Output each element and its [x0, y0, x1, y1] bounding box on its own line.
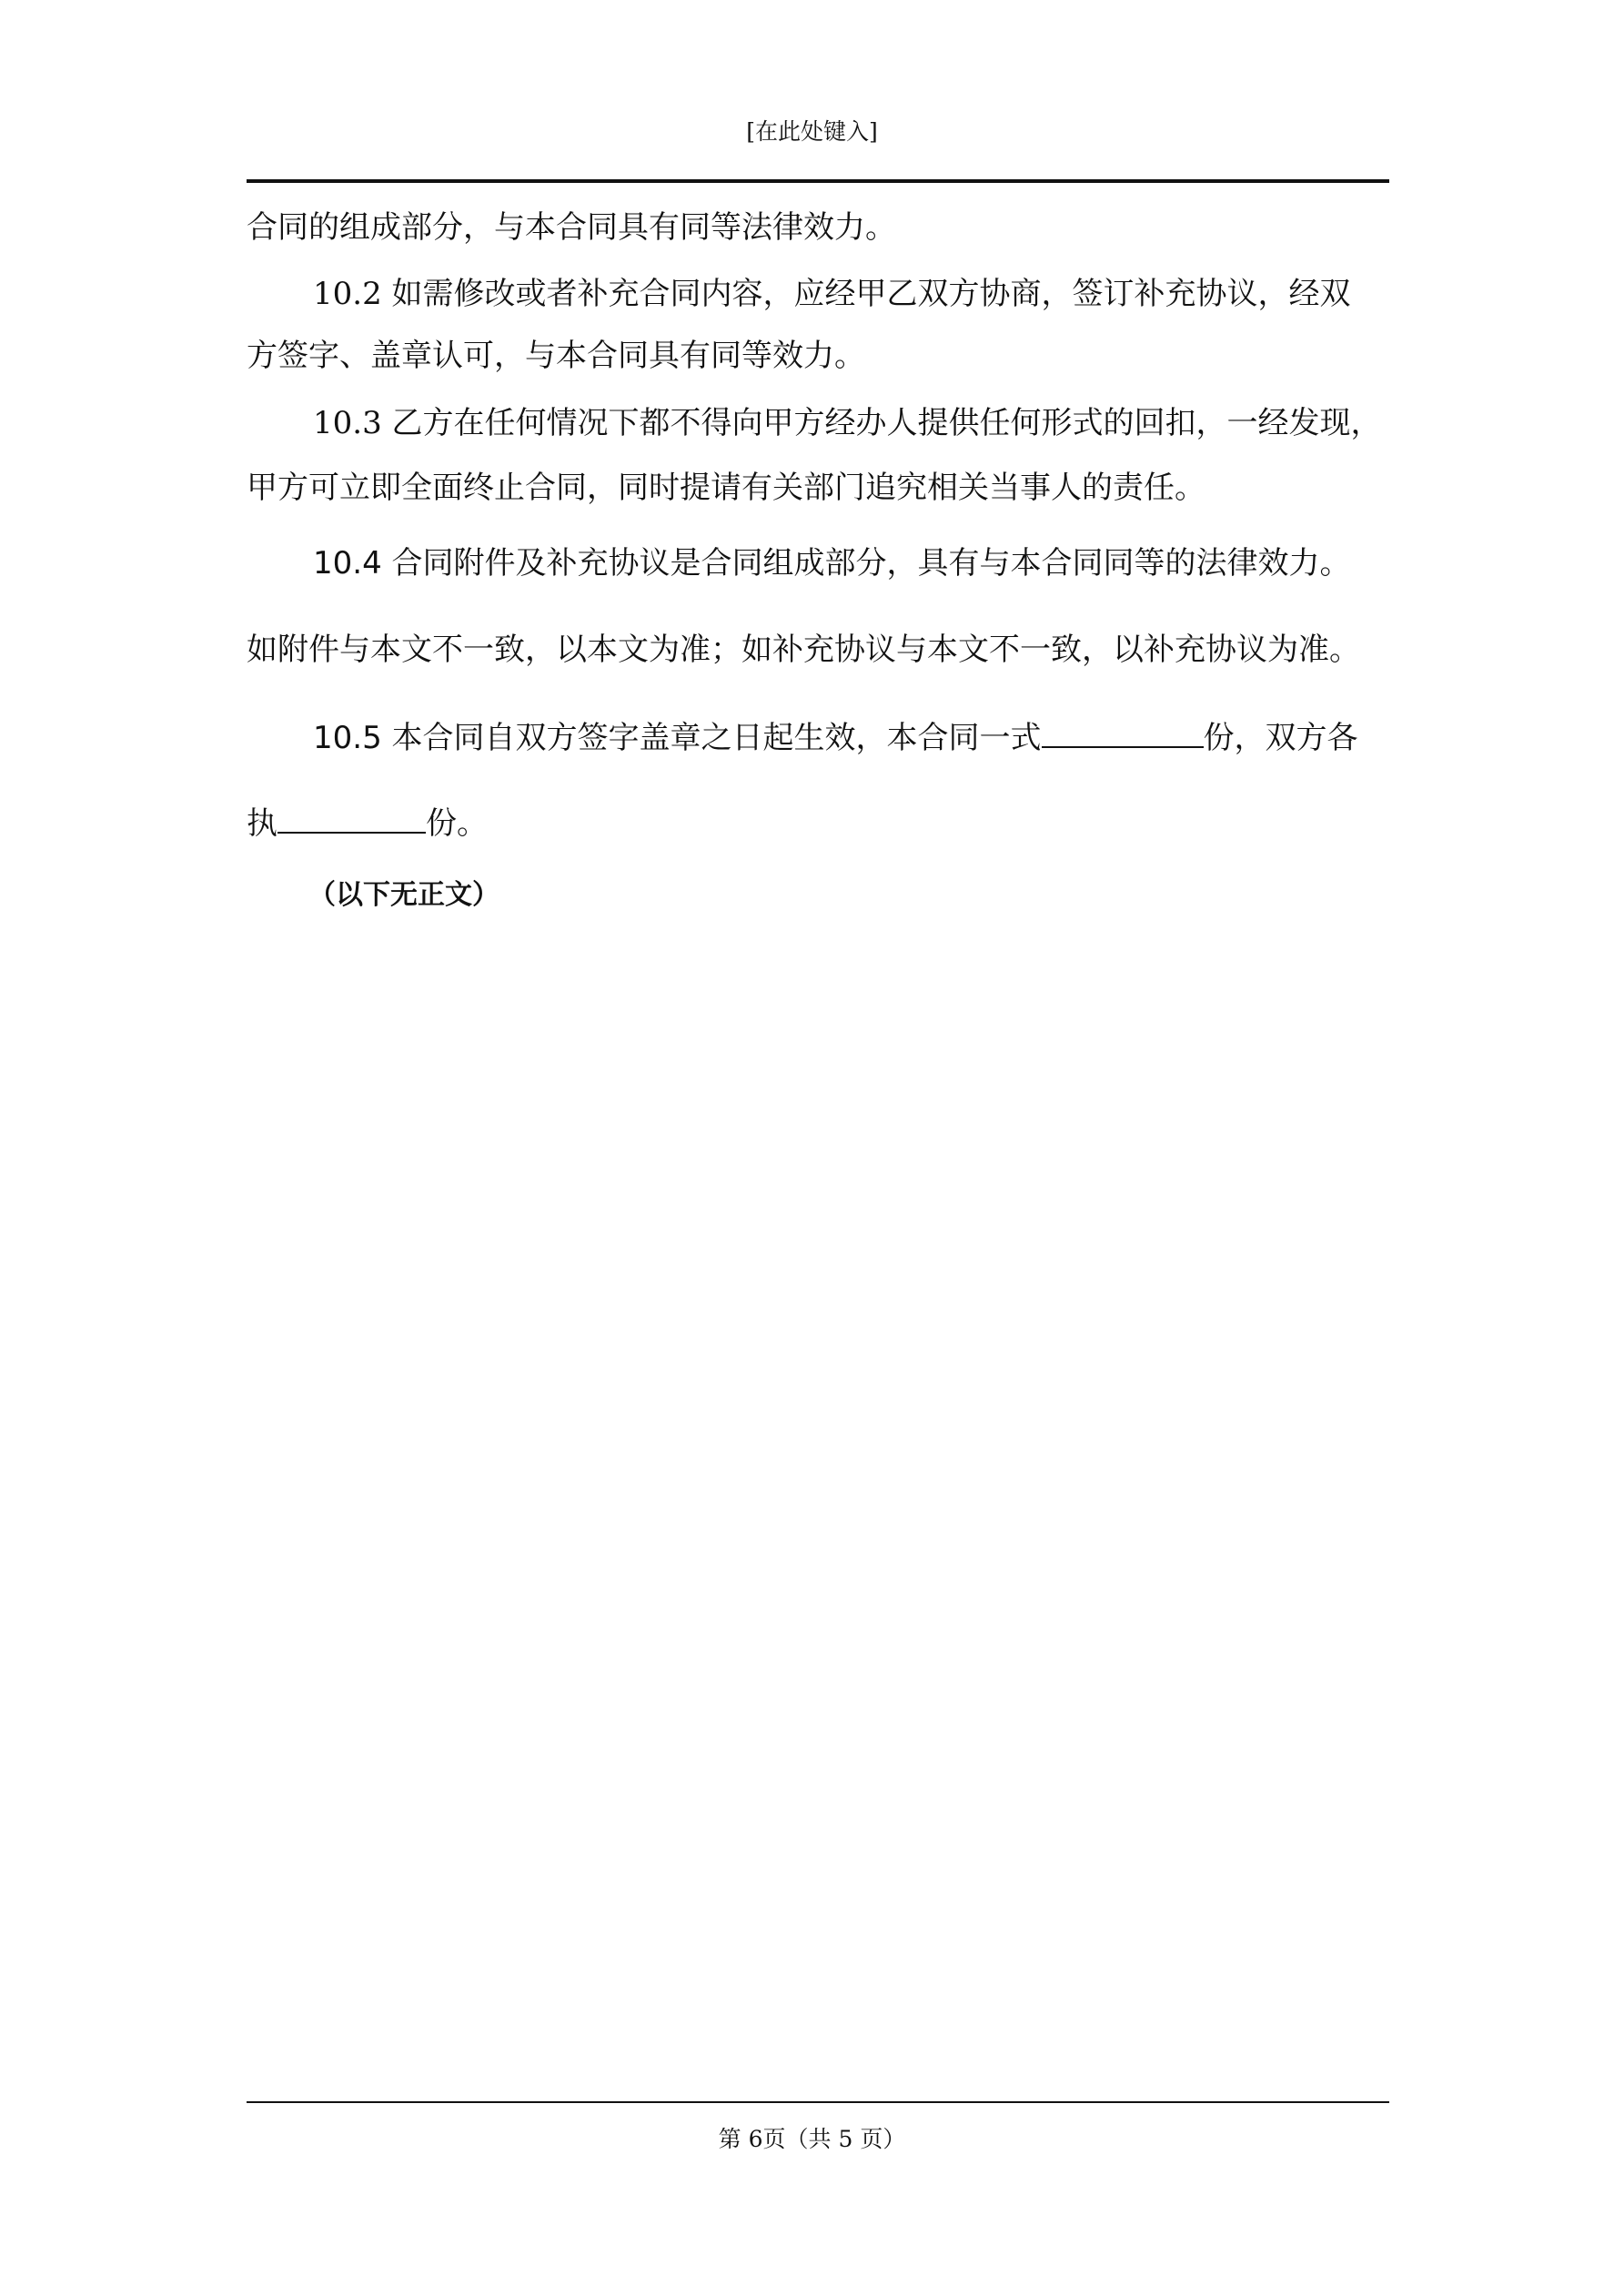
clause-10-5-text-after-blank: 份，双方各: [1203, 720, 1358, 756]
clause-10-5-line-2-text-after-blank: 份。: [426, 805, 488, 842]
clause-10-3-line-2: 甲方可立即全面终止合同，同时提请有关部门追究相关当事人的责任。: [247, 470, 1205, 506]
copies-each-blank[interactable]: [277, 801, 426, 834]
copies-total-blank[interactable]: [1042, 715, 1204, 748]
end-of-text-note: （以下无正文）: [308, 879, 499, 911]
page-footer: 第 6页（共 5 页）: [718, 2126, 906, 2152]
clause-10-3-line-1: 10.3 乙方在任何情况下都不得向甲方经办人提供任何形式的回扣，一经发现，: [313, 405, 1382, 441]
clause-10-4-line-1: 10.4 合同附件及补充协议是合同组成部分，具有与本合同同等的法律效力。: [313, 545, 1351, 582]
header-rule: [247, 179, 1389, 183]
body-line-continuation: 合同的组成部分，与本合同具有同等法律效力。: [247, 209, 896, 246]
clause-10-5-line-2-text-before-blank: 执: [247, 805, 277, 842]
clause-10-2-line-2: 方签字、盖章认可，与本合同具有同等效力。: [247, 338, 865, 374]
clause-10-5-line-2: [247, 801, 1389, 844]
clause-10-5-line-1: [247, 715, 1389, 758]
page-header: [在此处键入]: [746, 118, 878, 145]
clause-10-2-line-1: 10.2 如需修改或者补充合同内容，应经甲乙双方协商，签订补充协议，经双: [313, 276, 1351, 312]
footer-rule: [247, 2101, 1389, 2103]
clause-10-4-line-2: 如附件与本文不一致，以本文为准；如补充协议与本文不一致，以补充协议为准。: [247, 632, 1360, 668]
clause-10-5-text-before-blank: 10.5 本合同自双方签字盖章之日起生效，本合同一式: [313, 720, 1042, 756]
